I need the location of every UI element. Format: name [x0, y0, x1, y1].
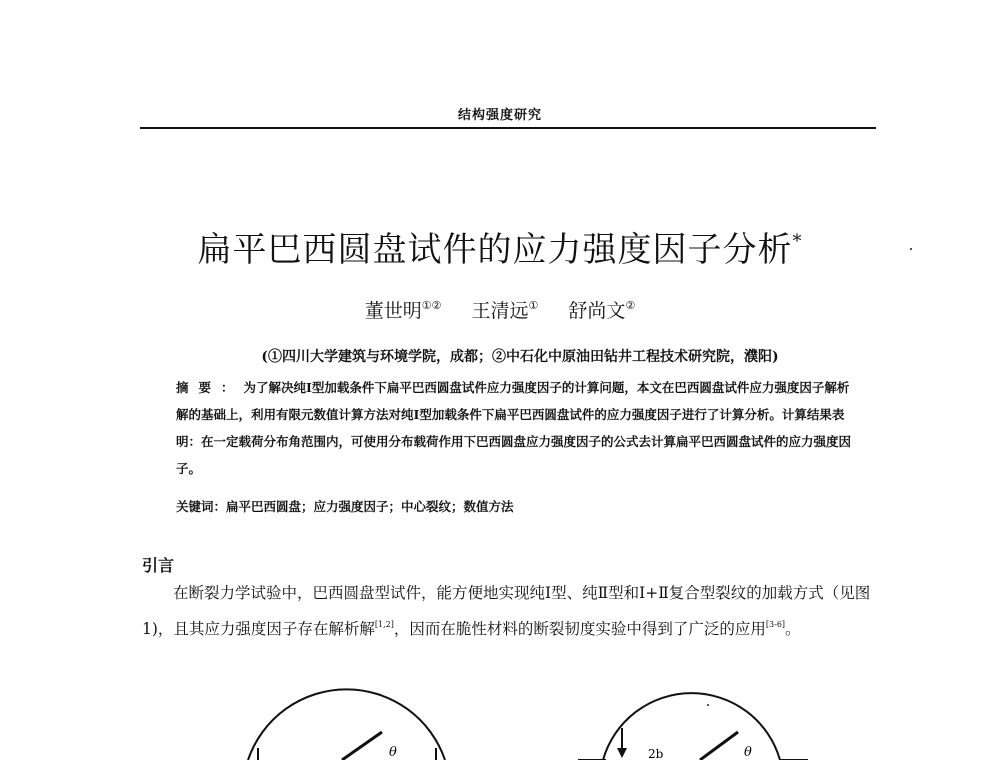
right-disc-outline — [603, 693, 780, 760]
author-affiliation-mark: ①② — [421, 299, 442, 312]
figure-1-diagram — [0, 660, 1000, 760]
left-crack-line — [342, 732, 382, 760]
intro-paragraph — [142, 578, 882, 645]
title-footnote-mark: * — [792, 231, 803, 252]
author-name: 董世明 — [364, 300, 422, 322]
right-angle-label: θ — [744, 745, 752, 760]
running-header: 结构强度研究 — [457, 108, 542, 123]
author-affiliation-mark: ② — [625, 299, 636, 312]
author-name: 舒尚文 — [568, 300, 626, 322]
abstract-text: 为了解决纯Ⅰ型加载条件下扁平巴西圆盘试件应力强度因子的计算问题，本文在巴西圆盘试件应力强度因子解析解的基础上，利用有限元数值计算方法对纯Ⅰ型加载条件下扁平巴西圆盘试件的应力强度因子进行了计算分析。计算结果表明：在一定载荷分布角范围内，可使用分布载荷作用下巴西圆盘应力强度因子的公式去计算扁平巴西圆盘试件的应力强度因子。 — [176, 380, 852, 476]
author-2 — [471, 300, 538, 322]
author-3 — [568, 300, 635, 322]
author-list — [0, 296, 1000, 323]
right-load-arrowhead — [617, 748, 627, 758]
section-heading-introduction: 引言 — [142, 556, 175, 575]
citation-2: [3-6] — [765, 620, 786, 629]
left-disc-specimen — [248, 689, 445, 760]
title-text: 扁平巴西圆盘试件的应力强度因子分析 — [197, 230, 793, 270]
intro-text-3: 。 — [785, 620, 801, 638]
author-name: 王清远 — [471, 300, 529, 322]
author-affiliation-mark: ① — [528, 299, 539, 312]
right-crack-line — [700, 732, 738, 760]
keywords — [176, 497, 852, 515]
abstract — [176, 374, 852, 482]
affiliation: (①四川大学建筑与环境学院，成都；②中石化中原油田钻井工程技术研究院，濮阳) — [261, 349, 779, 365]
scan-speck — [910, 248, 912, 250]
left-disc-outline — [248, 689, 445, 760]
scan-speck — [707, 704, 709, 706]
paper-title — [0, 222, 1000, 271]
author-1 — [365, 300, 442, 322]
keywords-label: 关键词： — [176, 499, 227, 514]
header-rule — [140, 127, 876, 129]
right-width-label: 2b — [648, 747, 664, 760]
intro-text-1: 在断裂力学试验中，巴西圆盘型试件，能方便地实现纯Ⅰ型、纯Ⅱ型和Ⅰ+Ⅱ复合型裂纹的加载方式（见图 1)，且其应力强度因子存在解析解 — [142, 584, 871, 638]
intro-text-2: ，因而在脆性材料的断裂韧度实验中得到了广泛的应用 — [393, 620, 766, 638]
left-angle-label: θ — [389, 745, 397, 760]
abstract-label: 摘要： — [176, 380, 244, 395]
citation-1: [1,2] — [374, 620, 394, 629]
keywords-text: 扁平巴西圆盘；应力强度因子；中心裂纹；数值方法 — [226, 499, 514, 514]
right-flattened-disc-specimen — [578, 693, 808, 760]
